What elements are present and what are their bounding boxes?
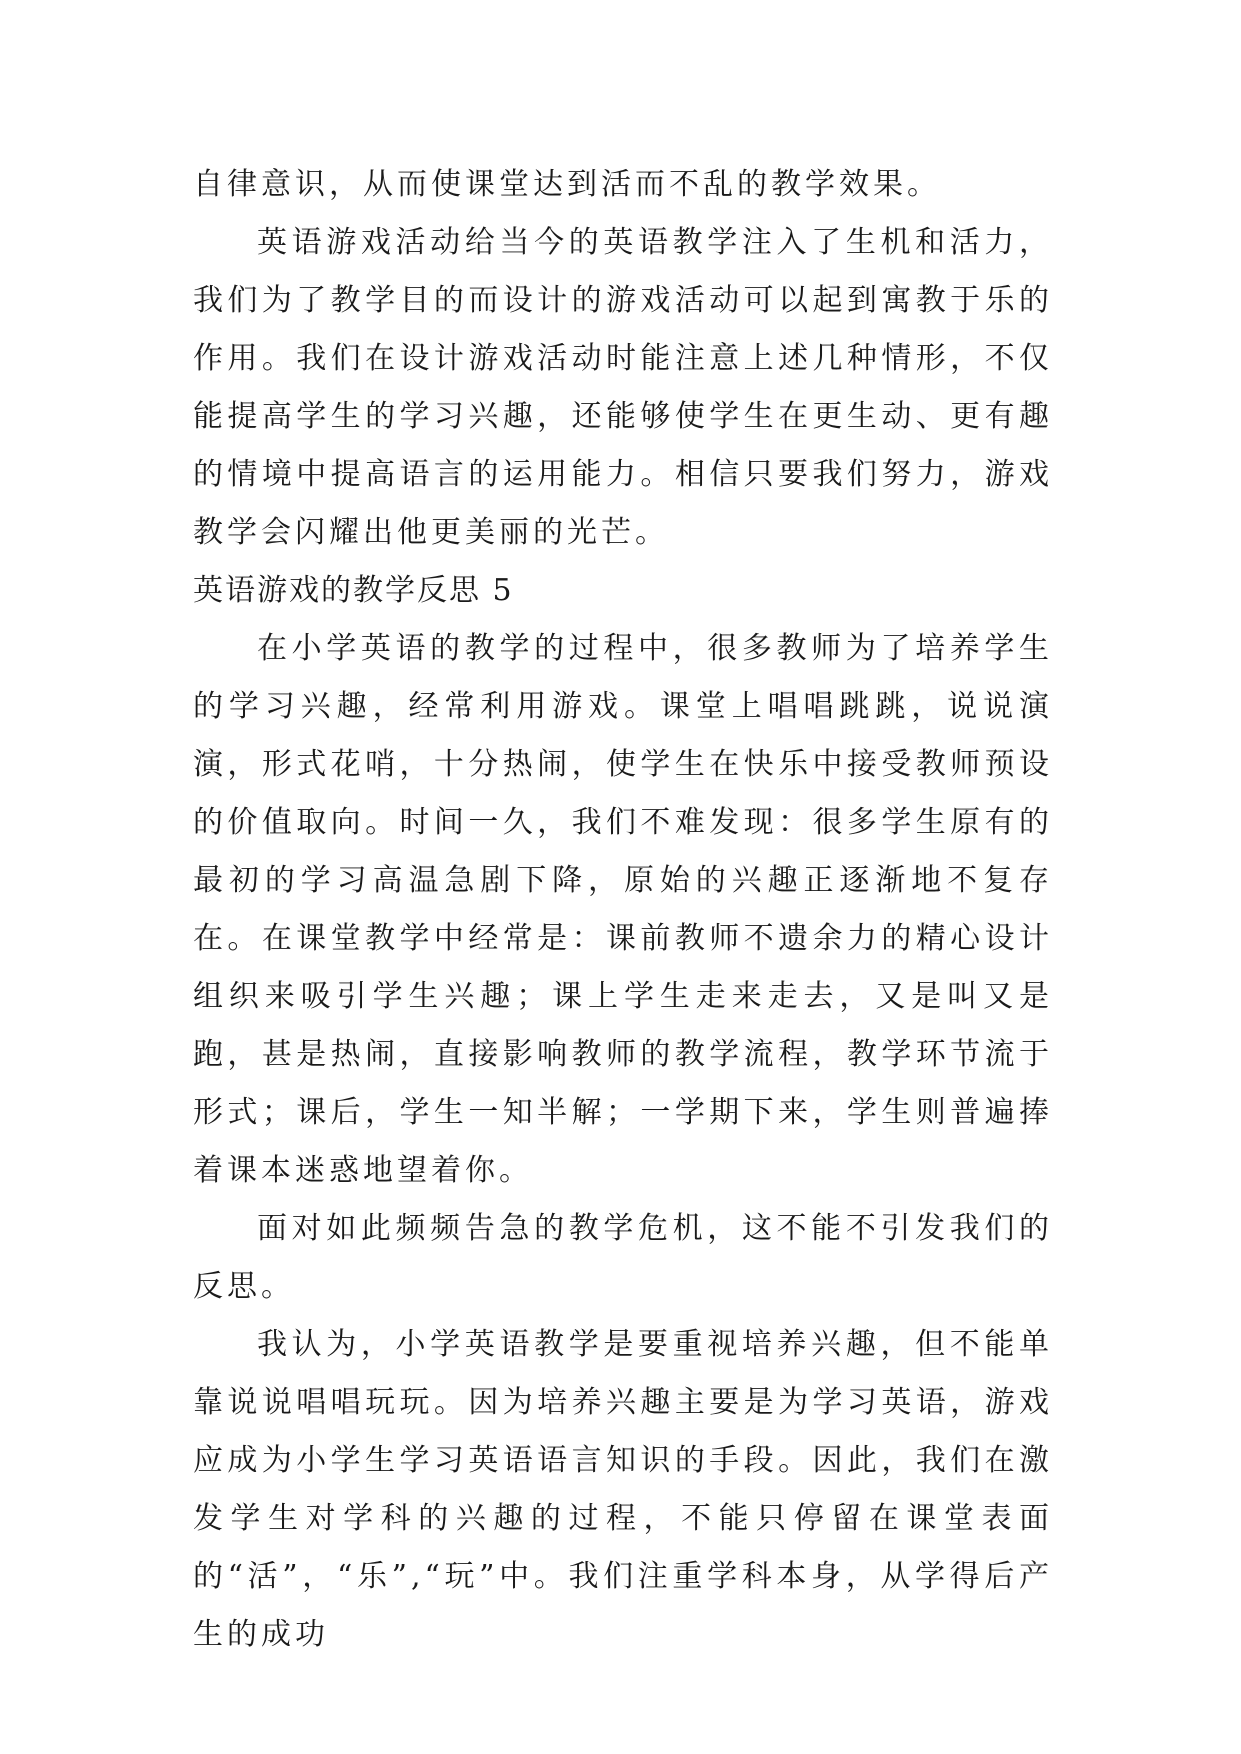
section-heading: 英语游戏的教学反思 5 <box>193 573 514 608</box>
paragraph-continuation: 自律意识，从而使课堂达到活而不乱的教学效果。 <box>193 167 941 202</box>
paragraph: 英语游戏活动给当今的英语教学注入了生机和活力，我们为了教学目的而设计的游戏活动可以起到寓教于乐的作用。我们在设计游戏活动时能注意上述几种情形，不仅能提高学生的学习兴趣，还能够使学生在更生动、更有趣的情境中提高语言的运用能力。相信只要我们努力，游戏教学会闪耀出他更美丽的光芒。 <box>193 225 1053 550</box>
paragraph: 我认为，小学英语教学是要重视培养兴趣，但不能单靠说说唱唱玩玩。因为培养兴趣主要是为学习英语，游戏应成为小学生学习英语语言知识的手段。因此，我们在激发学生对学科的兴趣的过程，不能只停留在课堂表面的“活”，“乐”,“玩”中。我们注重学科本身，从学得后产生的成功 <box>193 1327 1053 1652</box>
paragraph: 面对如此频频告急的教学危机，这不能不引发我们的反思。 <box>193 1211 1053 1304</box>
document-body <box>193 156 1053 1664</box>
paragraph: 在小学英语的教学的过程中，很多教师为了培养学生的学习兴趣，经常利用游戏。课堂上唱唱跳跳，说说演演，形式花哨，十分热闹，使学生在快乐中接受教师预设的价值取向。时间一久，我们不难发现：很多学生原有的最初的学习高温急剧下降，原始的兴趣正逐渐地不复存在。在课堂教学中经常是：课前教师不遗余力的精心设计组织来吸引学生兴趣；课上学生走来走去，又是叫又是跑，甚是热闹，直接影响教师的教学流程，教学环节流于形式；课后，学生一知半解；一学期下来，学生则普遍捧着课本迷惑地望着你。 <box>193 631 1053 1188</box>
